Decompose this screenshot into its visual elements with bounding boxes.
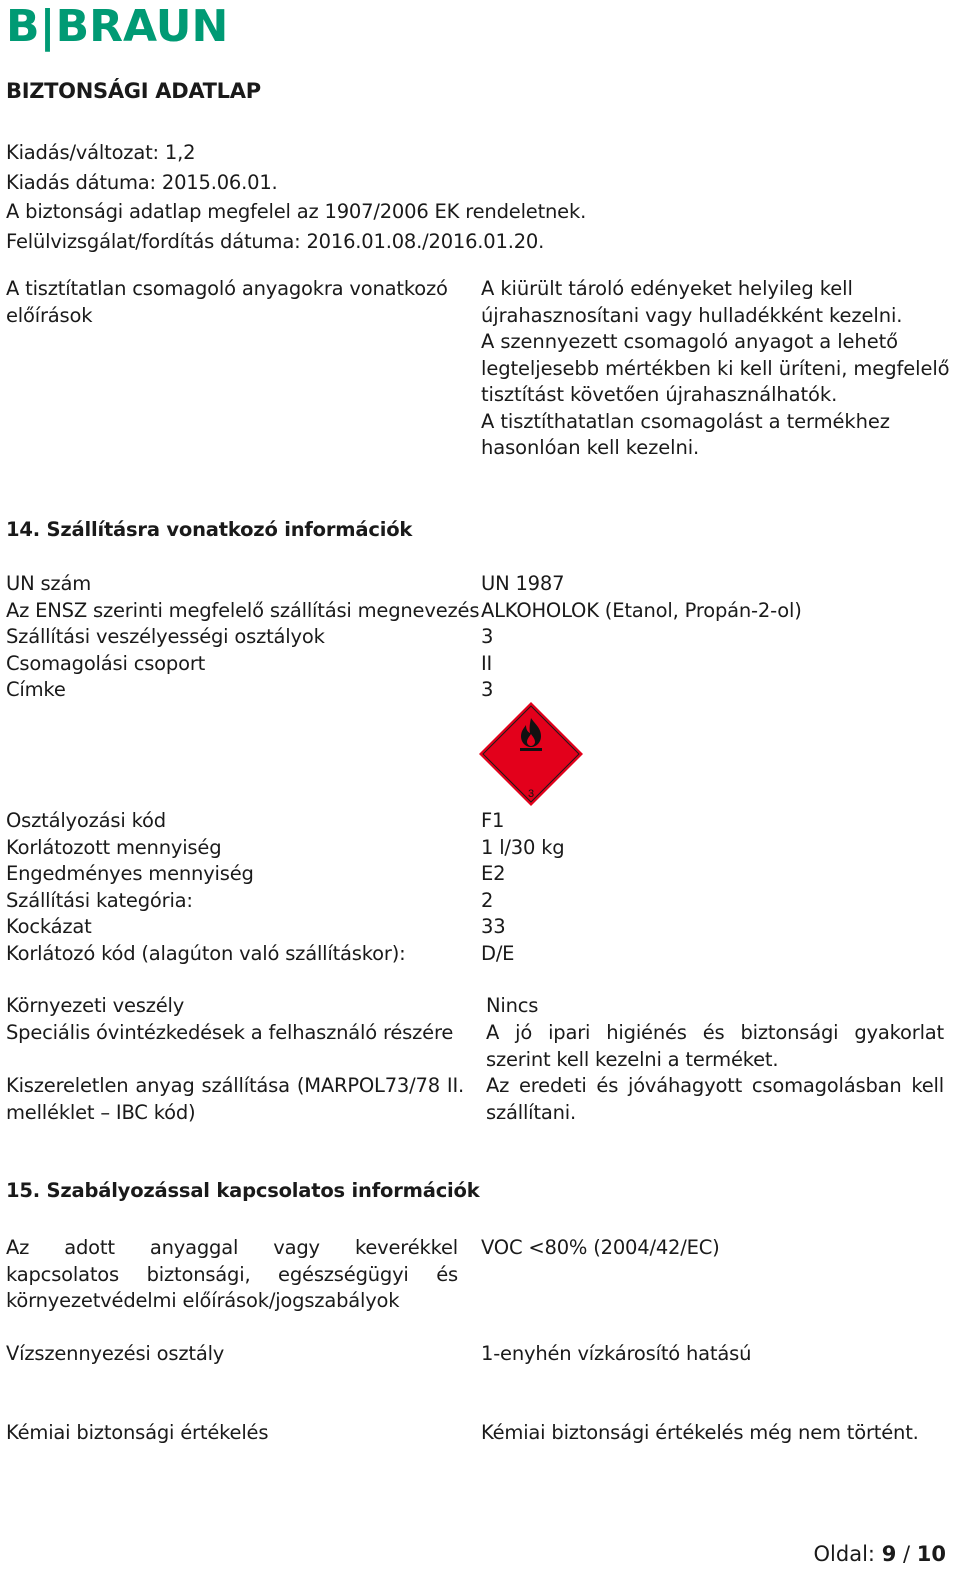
transport-values-mid [481, 808, 564, 967]
packaging-label-line: előírások [6, 303, 93, 327]
page-label: Oldal: [813, 1542, 875, 1566]
transport-values-top [481, 571, 802, 704]
hazard-class-value: 3 [481, 625, 494, 648]
risk-value: 33 [481, 915, 506, 938]
packaging-text-line: újrahasznosítani vagy hulladékként kezelni. [481, 303, 903, 327]
transport-labels-mid [6, 808, 405, 967]
section-14-title: 14. Szállításra vonatkozó információk [6, 518, 413, 541]
packaging-text-line: A kiürült tároló edényeket helyileg kell [481, 277, 853, 300]
chemical-safety-value: Kémiai biztonsági értékelés még nem történt. [481, 1421, 919, 1444]
flammable-liquid-hazard-label [478, 701, 584, 807]
logo-text: B|BRAUN [6, 1, 229, 52]
excepted-quantity-label: Engedményes mennyiség [6, 862, 254, 885]
meta-revision-date: Felülvizsgálat/fordítás dátuma: 2016.01.08./2016.01.20. [6, 229, 545, 253]
meta-version: Kiadás/változat: 1,2 [6, 141, 196, 164]
special-precautions-value: A jó ipari higiénés és biztonsági gyakorlat szerint kell kezelni a terméket. [486, 1021, 944, 1071]
document-title: BIZTONSÁGI ADATLAP [6, 79, 261, 103]
packing-group-value: II [481, 651, 493, 675]
environmental-hazard-label: Környezeti veszély [6, 994, 185, 1017]
limited-quantity-label: Korlátozott mennyiség [6, 835, 222, 859]
marpol-value: Az eredeti és jóváhagyott csomagolásban kell szállítani. [486, 1074, 944, 1124]
water-hazard-class-value: 1-enyhén vízkárosító hatású [481, 1342, 752, 1365]
risk-label: Kockázat [6, 915, 92, 938]
bbraun-logo [6, 2, 228, 52]
packaging-text-line: hasonlóan kell kezelni. [481, 436, 700, 459]
environmental-hazard-value: Nincs [486, 994, 539, 1017]
packaging-text-line: legteljesebb mértékben ki kell üríteni, megfelelő [481, 356, 950, 380]
regulations-value: VOC <80% (2004/42/EC) [481, 1236, 720, 1259]
page-separator: / [903, 1542, 911, 1566]
document-meta [6, 138, 586, 256]
packaging-label-line: A tisztítatlan csomagoló anyagokra vonatkozó [6, 277, 448, 300]
shipping-name-label: Az ENSZ szerinti megfelelő szállítási megnevezés [6, 598, 480, 622]
regulations-label: Az adott anyaggal vagy keverékkel kapcsolatos biztonsági, egészségügyi és környezetvédelmi előírások/jogszabályok [6, 1236, 458, 1312]
classification-code-value: F1 [481, 809, 505, 832]
hazard-class-number: 3 [527, 788, 535, 800]
label-value: 3 [481, 678, 494, 701]
water-hazard-class-label: Vízszennyezési osztály [6, 1342, 225, 1365]
transport-category-label: Szállítási kategória: [6, 888, 193, 912]
meta-issue-date: Kiadás dátuma: 2015.06.01. [6, 170, 278, 194]
label-label: Címke [6, 678, 66, 701]
packaging-label [6, 276, 448, 329]
packaging-text-line: A szennyezett csomagoló anyagot a lehető [481, 330, 898, 353]
tunnel-code-label: Korlátozó kód (alagúton való szállításkor): [6, 941, 406, 965]
chemical-safety-label: Kémiai biztonsági értékelés [6, 1421, 269, 1444]
hazard-class-label: Szállítási veszélyességi osztályok [6, 625, 325, 648]
meta-regulation: A biztonsági adatlap megfelel az 1907/2006 EK rendeletnek. [6, 200, 587, 223]
un-number-value: UN 1987 [481, 572, 565, 595]
packaging-text-line: tisztítást követően újrahasználhatók. [481, 383, 838, 406]
special-precautions-label: Speciális óvintézkedések a felhasználó részére [6, 1021, 454, 1044]
shipping-name-value: ALKOHOLOK (Etanol, Propán-2-ol) [481, 598, 802, 622]
page-indicator [814, 1540, 946, 1568]
packing-group-label: Csomagolási csoport [6, 651, 206, 675]
page-total: 10 [916, 1542, 946, 1566]
limited-quantity-value: 1 l/30 kg [481, 835, 565, 859]
marpol-label: Kiszereletlen anyag szállítása (MARPOL73/78 II. melléklet – IBC kód) [6, 1074, 464, 1124]
transport-category-value: 2 [481, 888, 494, 912]
page-current: 9 [881, 1542, 897, 1566]
transport-labels-top [6, 571, 479, 704]
classification-code-label: Osztályozási kód [6, 809, 166, 832]
un-number-label: UN szám [6, 572, 91, 595]
section-15-title: 15. Szabályozással kapcsolatos információk [6, 1179, 480, 1202]
packaging-text [481, 276, 950, 462]
packaging-text-line: A tisztíthatatlan csomagolást a termékhez [481, 409, 890, 433]
tunnel-code-value: D/E [481, 941, 515, 965]
excepted-quantity-value: E2 [481, 862, 506, 885]
